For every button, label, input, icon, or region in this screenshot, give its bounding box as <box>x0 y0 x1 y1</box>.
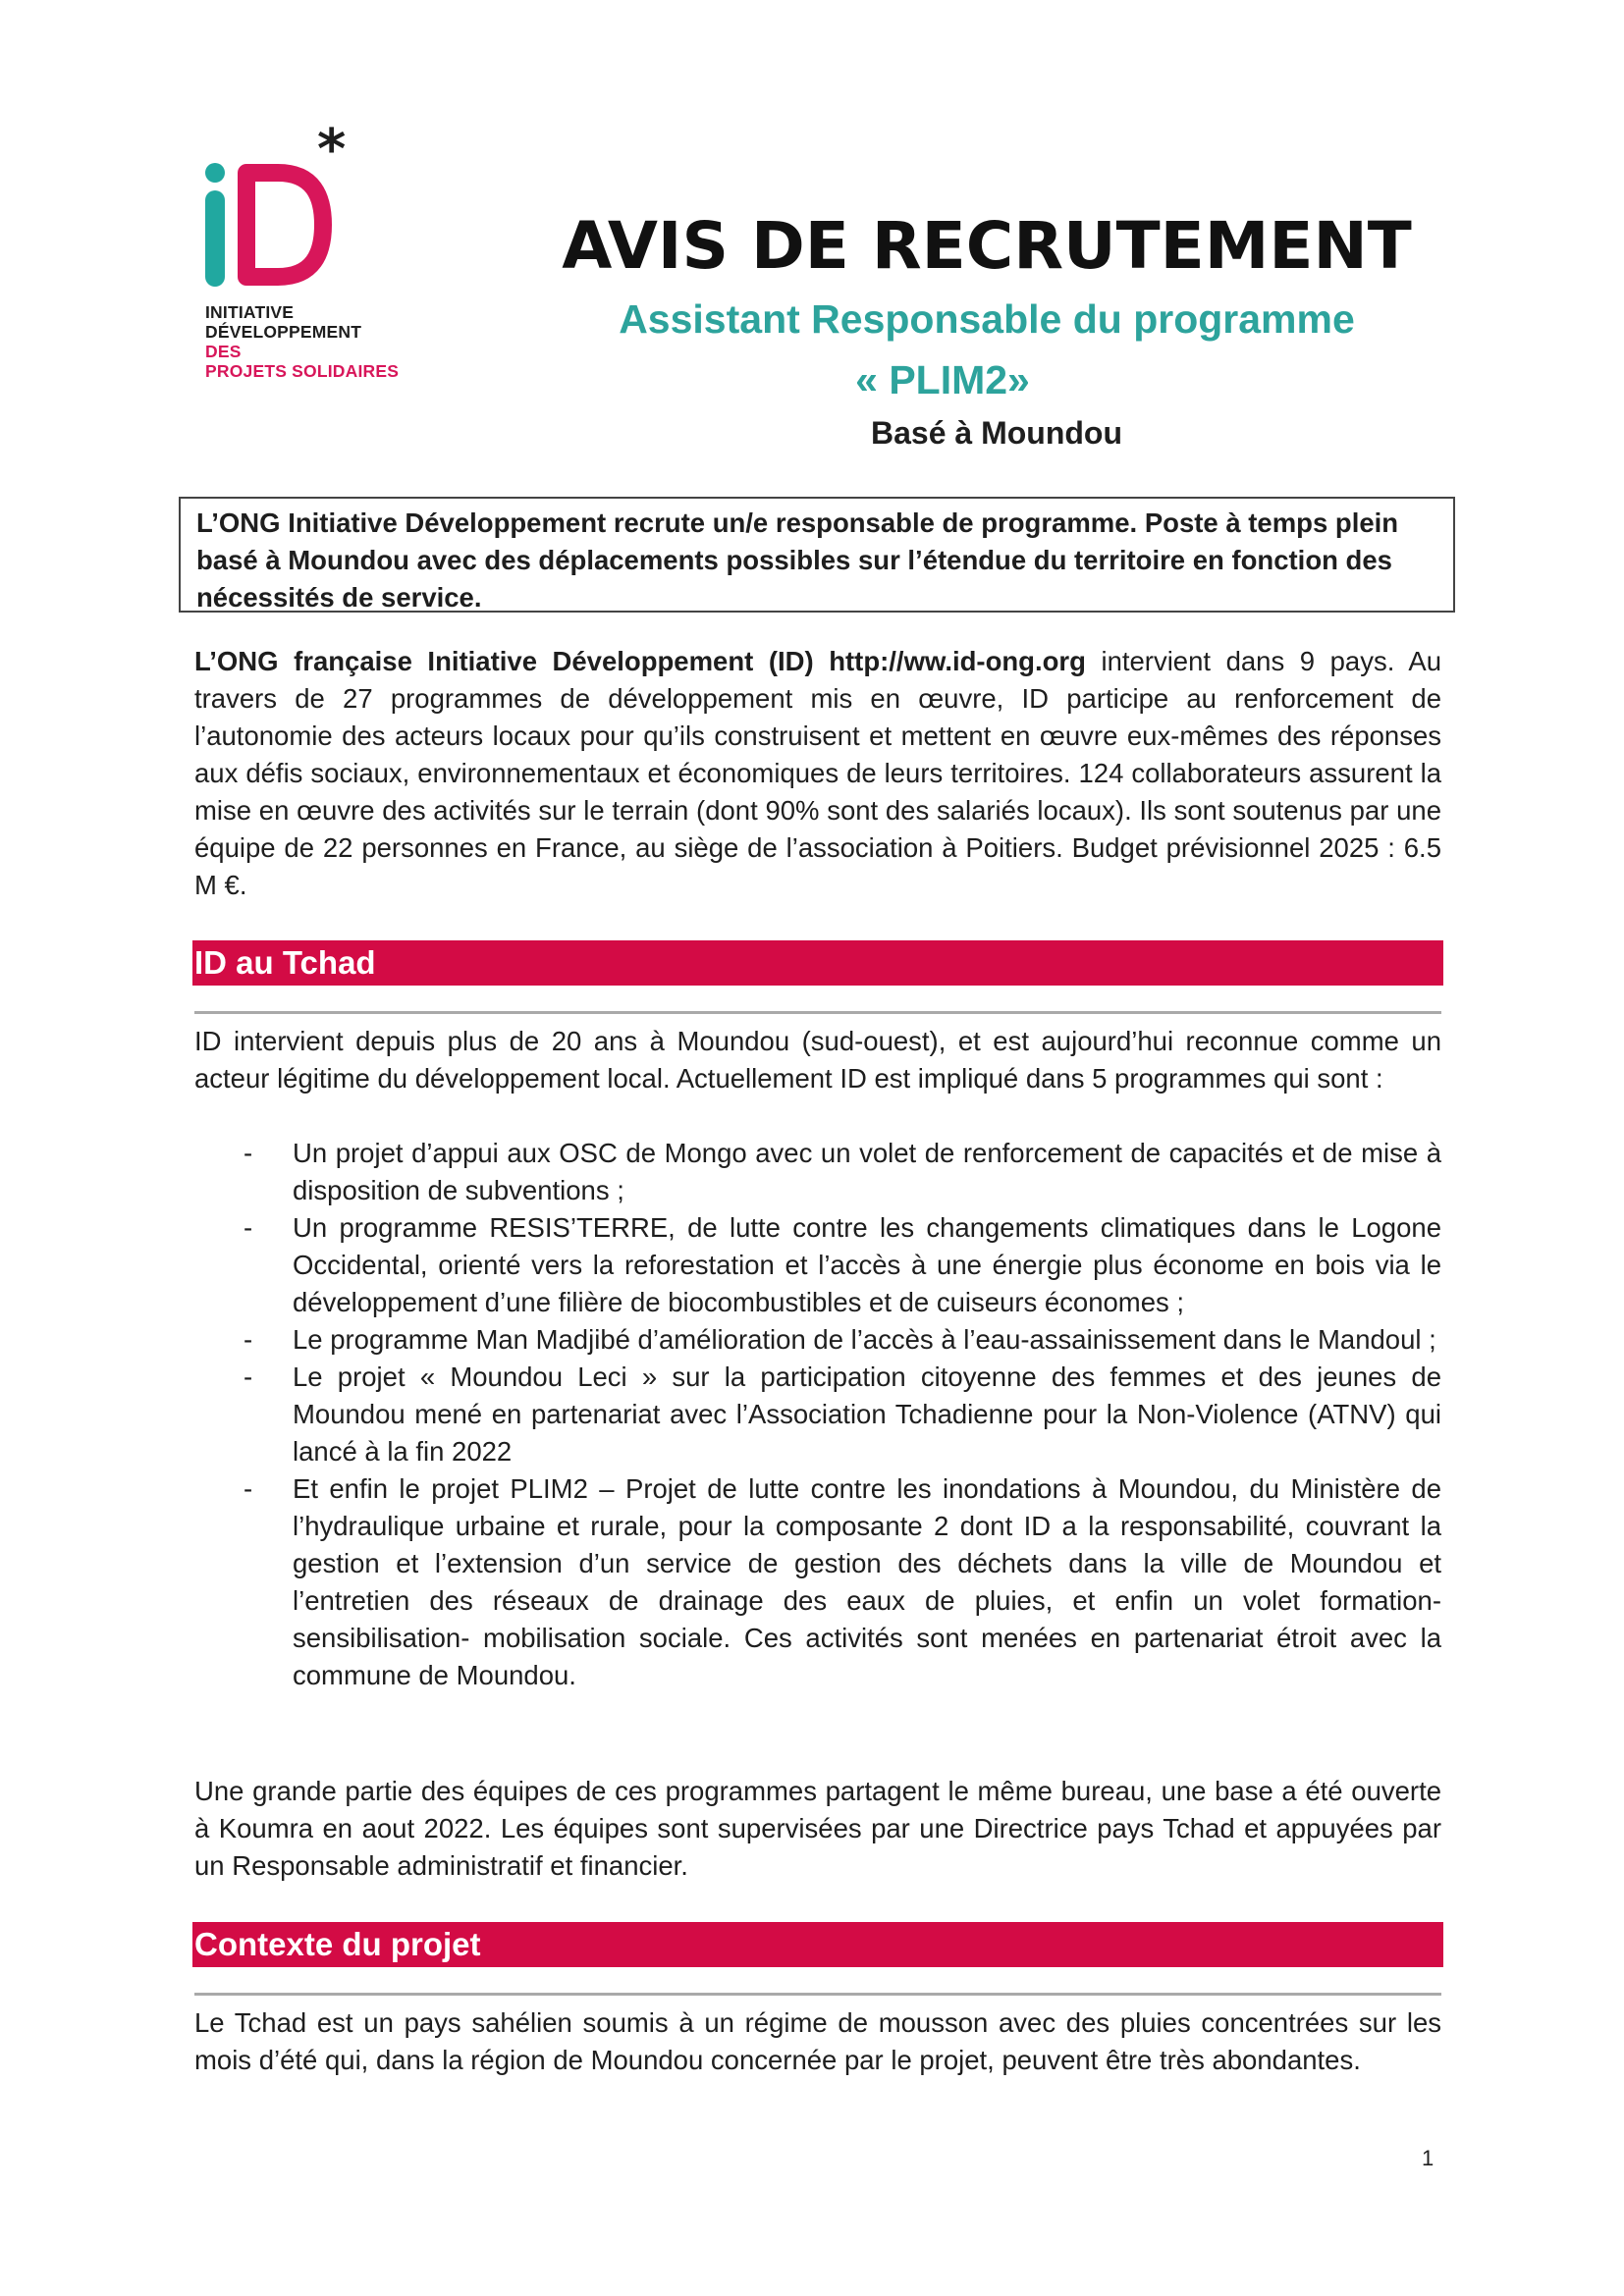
logo-i-stem <box>205 190 225 287</box>
bullet-dash: - <box>244 1473 253 1504</box>
job-location: Basé à Moundou <box>870 415 1122 451</box>
list-item-text: Le programme Man Madjibé d’amélioration de l’accès à l’eau-assainissement dans le Mandoul ; <box>293 1324 1436 1355</box>
logo-line-2: DÉVELOPPEMENT <box>205 322 362 342</box>
section-heading-id-tchad <box>192 940 1443 986</box>
page-title: AVIS DE RECRUTEMENT <box>562 208 1412 284</box>
list-item <box>194 1135 1441 1209</box>
list-item-text: Et enfin le projet PLIM2 – Projet de lutte contre les inondations à Moundou, du Ministère de l’hydraulique urbaine et rurale, pour la composante 2 dont ID a la responsabilité, couvrant la gestion et l’extension d’un service de gestion des déchets dans la ville de Moundou et l’entretien des réseaux de drainage des eaux de pluies, et enfin un volet formation-sensibilisation- mobilisation sociale. Ces activités sont menées en partenariat étroit avec la commune de Moundou. <box>293 1473 1441 1690</box>
section-divider <box>194 1011 1441 1014</box>
list-item-text: Un projet d’appui aux OSC de Mongo avec un volet de renforcement de capacités et de mise à disposition de subventions ; <box>293 1138 1441 1205</box>
programs-list <box>194 1135 1441 1694</box>
list-item-text: Un programme RESIS’TERRE, de lutte contre les changements climatiques dans le Logone Occidental, orienté vers la reforestation et l’accès à une énergie plus économe en bois via le développement d’une filière de biocombustibles et de cuiseurs économes ; <box>293 1212 1441 1317</box>
about-text: intervient dans 9 pays. Au travers de 27 programmes de développement mis en œuvre, ID participe au renforcement de l’autonomie des acteurs locaux pour qu’ils construisent et mettent en œuvre eux-mêmes des réponses aux défis sociaux, environnementaux et économiques de leurs territoires. 124 collaborateurs assurent la mise en œuvre des activités sur le terrain (dont 90% sont des salariés locaux). Ils sont soutenus par une équipe de 22 personnes en France, au siège de l’association à Poitiers. Budget prévisionnel 2025 : 6.5 M €. <box>194 646 1442 900</box>
bullet-dash: - <box>244 1324 253 1355</box>
page-number: 1 <box>1422 2146 1435 2170</box>
list-item <box>194 1359 1441 1470</box>
bullet-dash: - <box>244 1362 253 1392</box>
section-heading-contexte <box>192 1922 1443 1967</box>
list-item <box>194 1209 1441 1321</box>
section1-closing: Une grande partie des équipes de ces programmes partagent le même bureau, une base a été ouverte à Koumra en aout 2022. Les équipes sont supervisées par une Directrice pays Tchad et appuyées par un Responsable administratif et financier. <box>194 1776 1441 1881</box>
logo-i-dot <box>205 163 225 183</box>
job-title-line-1: Assistant Responsable du programme <box>619 296 1355 342</box>
bullet-dash: - <box>244 1138 253 1168</box>
logo-line-3: DES <box>205 342 242 361</box>
job-title-line-2: « PLIM2» <box>855 357 1030 402</box>
logo-star-icon: * <box>317 118 347 182</box>
section2-text: Le Tchad est un pays sahélien soumis à un régime de mousson avec des pluies concentrées sur les mois d’été qui, dans la région de Moundou concernée par le projet, peuvent être très abondantes. <box>194 2007 1441 2075</box>
section-heading-text: Contexte du projet <box>194 1926 481 1962</box>
section-divider <box>194 1993 1441 1996</box>
section1-intro: ID intervient depuis plus de 20 ans à Moundou (sud-ouest), et est aujourd’hui reconnue comme un acteur légitime du développement local. Actuellement ID est impliqué dans 5 programmes qui sont : <box>194 1026 1441 1094</box>
list-item-text: Le projet « Moundou Leci » sur la participation citoyenne des femmes et des jeunes de Moundou mené en partenariat avec l’Association Tchadienne pour la Non-Violence (ATNV) qui lancé à la fin 2022 <box>293 1362 1441 1467</box>
section-heading-text: ID au Tchad <box>194 944 376 981</box>
list-item <box>194 1321 1441 1359</box>
intro-summary-box: L’ONG Initiative Développement recrute un/e responsable de programme. Poste à temps plein basé à Moundou avec des déplacements possibles sur l’étendue du territoire en fonction des nécessités de service. <box>179 497 1455 613</box>
organization-logo <box>201 118 417 393</box>
bullet-dash: - <box>244 1212 253 1243</box>
logo-line-1: INITIATIVE <box>205 302 295 322</box>
list-item <box>194 1470 1441 1694</box>
logo-line-4: PROJETS SOLIDAIRES <box>205 361 400 381</box>
logo-wordmark <box>205 302 399 381</box>
about-bold-lead: L’ONG française Initiative Développement (ID) http://ww.id-ong.org <box>194 646 1086 676</box>
about-paragraph <box>194 643 1441 904</box>
